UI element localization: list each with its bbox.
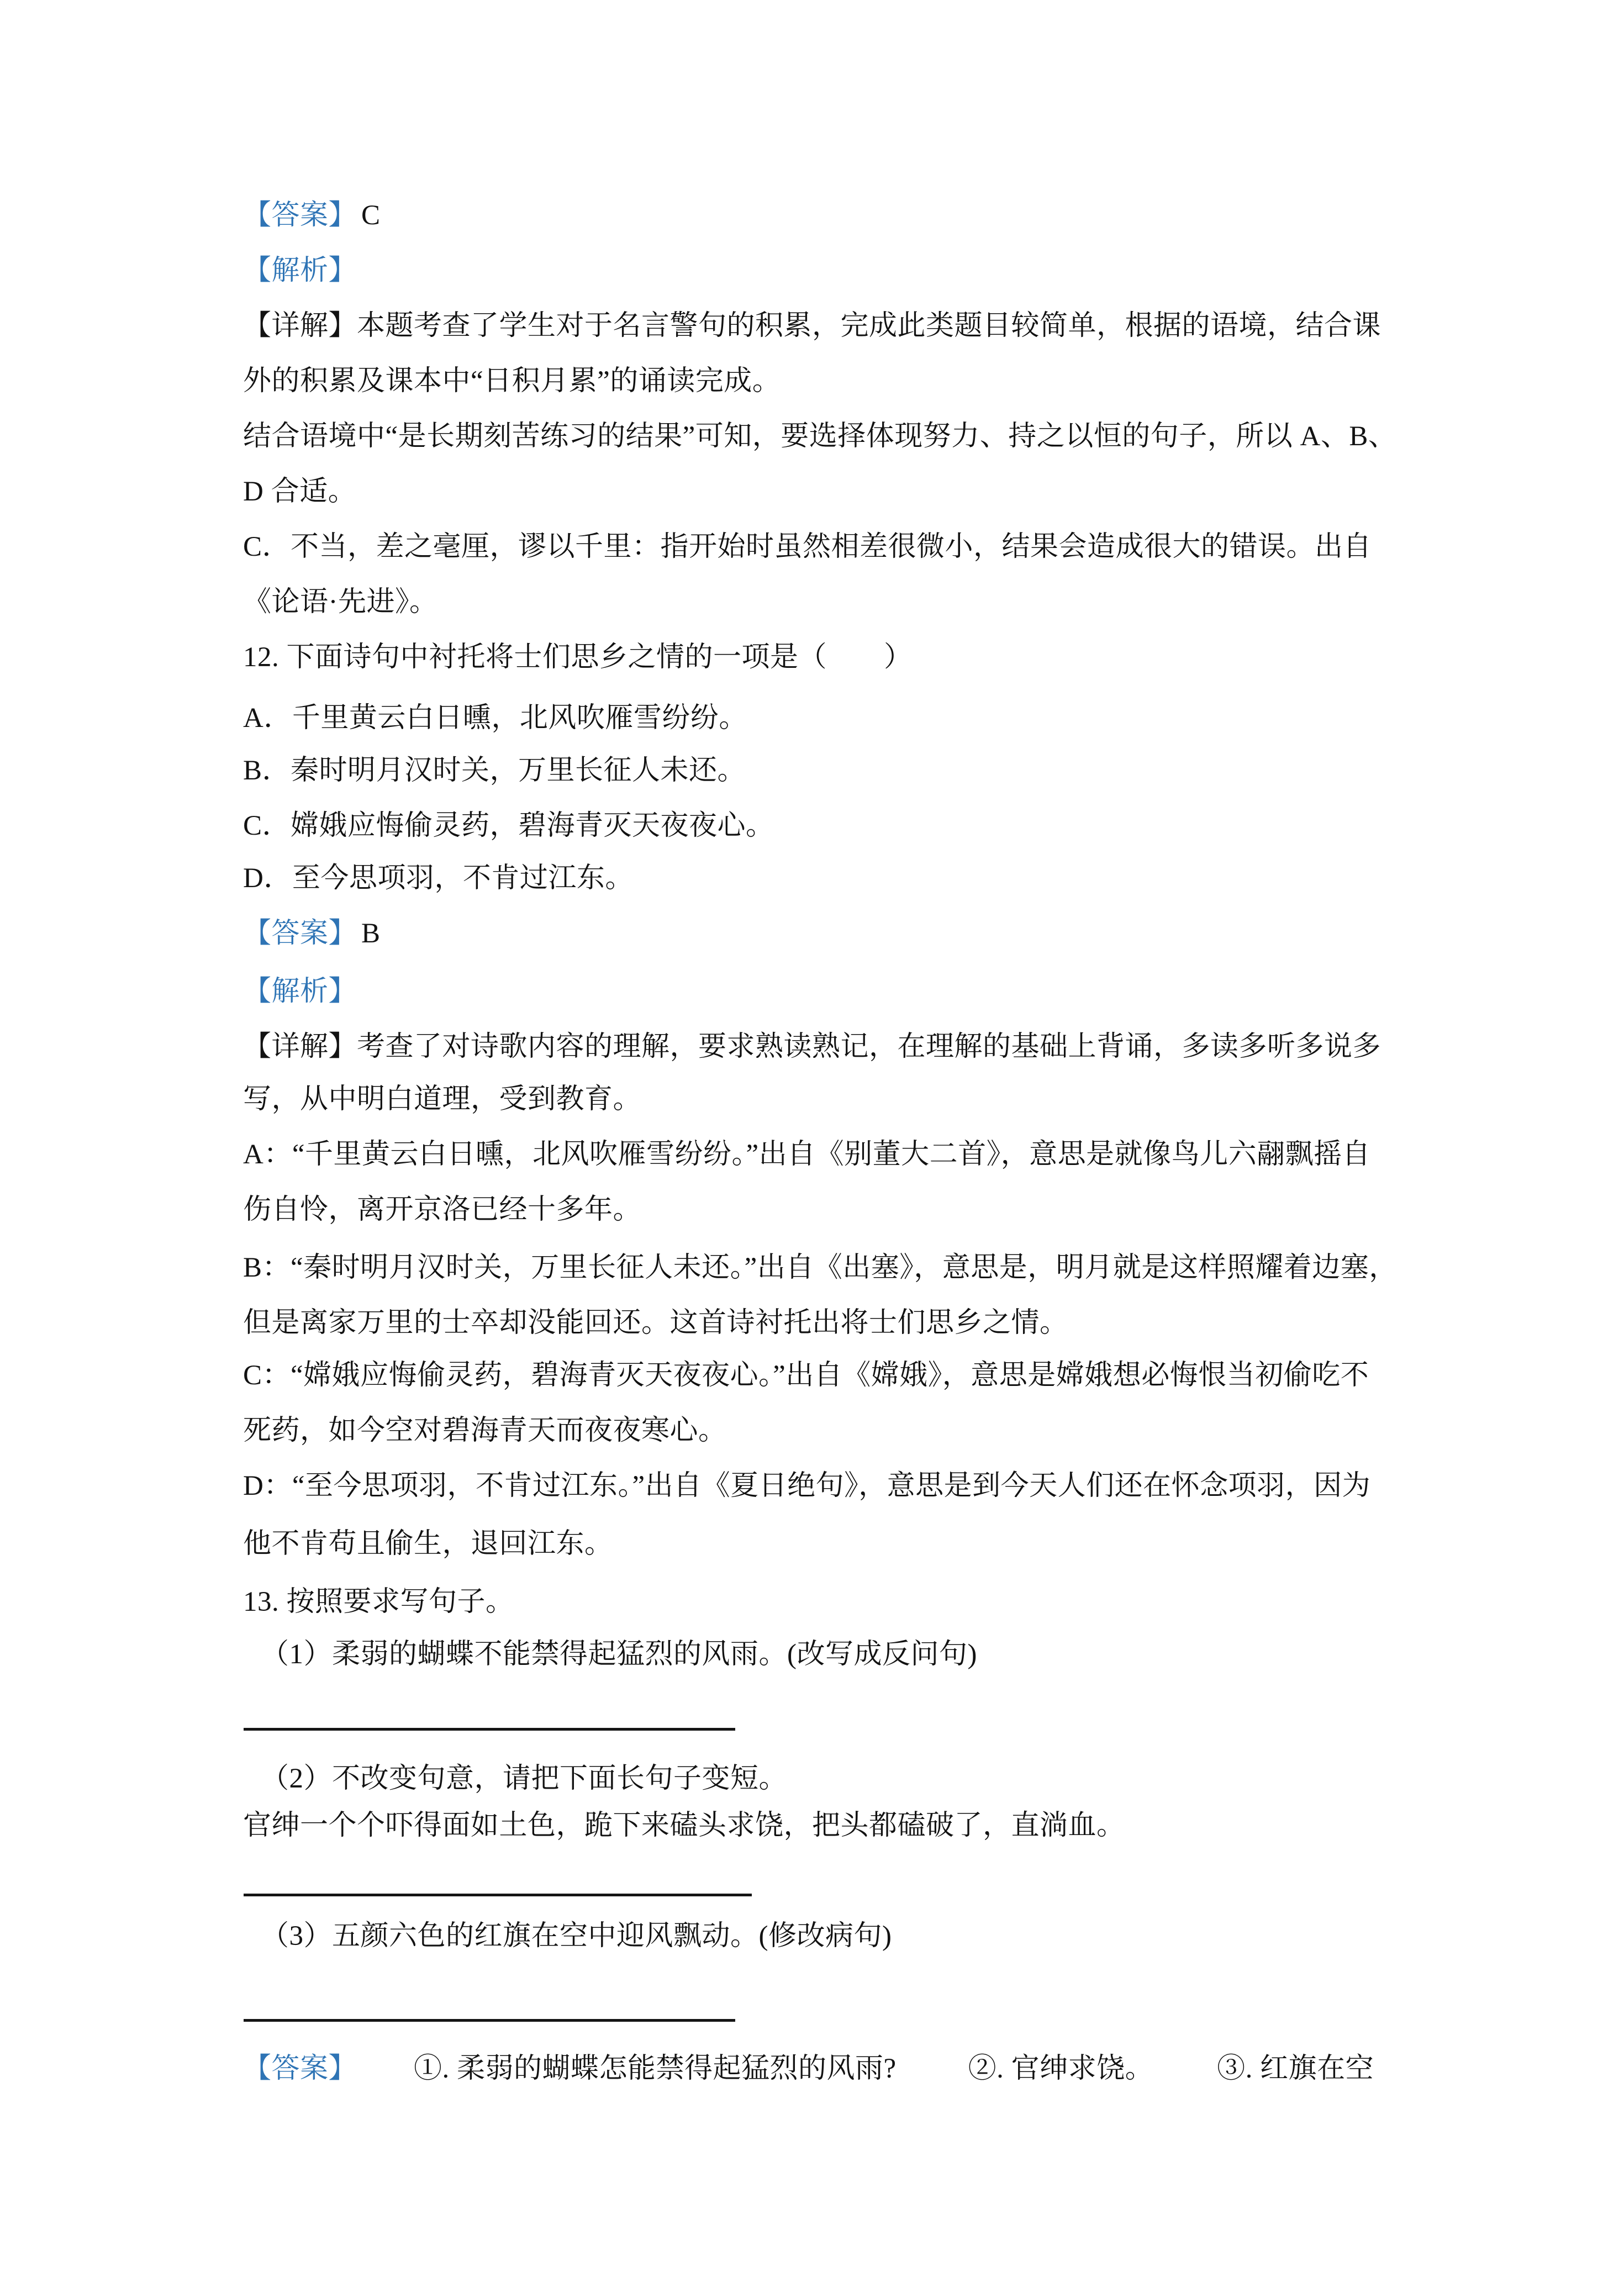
q13-sub1-prompt: （1）柔弱的蝴蝶不能禁得起猛烈的风雨。(改写成反问句) [261, 1639, 977, 1670]
q12-option-c: C．嫦娥应悔偷灵药，碧海青灭天夜夜心。 [243, 810, 774, 841]
q12-option-b: B．秦时明月汉时关，万里长征人未还。 [243, 755, 746, 786]
q11-analysis-badge: 【解析】 [243, 255, 357, 286]
q12-option-a: A．千里黄云白日曛，北风吹雁雪纷纷。 [243, 703, 747, 734]
q13-sub2-prompt: （2）不改变句意，请把下面长句子变短。 [261, 1763, 788, 1794]
q12-explain-d-line-2: 他不肯苟且偷生，退回江东。 [243, 1528, 613, 1559]
q13-answer-blank-2 [244, 1894, 752, 1896]
q11-option-c-note-line-2: 《论语·先进》。 [243, 587, 438, 618]
q13-answer-blank-3 [244, 2019, 735, 2022]
q12-answer-line [243, 906, 381, 961]
q12-analysis-line [243, 964, 361, 1019]
q11-detail-line-1: 【详解】本题考查了学生对于名言警句的积累，完成此类题目较简单，根据的语境，结合课 [243, 310, 1382, 341]
q11-answer-line [243, 188, 381, 243]
q12-explain-a-line-2: 伤自怜，离开京洛已经十多年。 [243, 1194, 642, 1225]
q12-detail-line-2: 写，从中明白道理，受到教育。 [243, 1084, 642, 1115]
q13-answer-line [243, 2041, 1374, 2096]
q12-answer-badge: 【答案】 [243, 918, 357, 949]
q13-answer-segment-1: ①. 柔弱的蝴蝶怎能禁得起猛烈的风雨? [414, 2053, 897, 2084]
q12-explain-c-line-2: 死药，如今空对碧海青天而夜夜寒心。 [243, 1415, 727, 1446]
q13-answer-badge: 【答案】 [243, 2053, 357, 2084]
q13-sub2-sentence: 官绅一个个吓得面如土色，跪下来磕头求饶，把头都磕破了，直淌血。 [243, 1810, 1125, 1841]
q12-explain-b-line-1: B：“秦时明月汉时关，万里长征人未还。”出自《出塞》，意思是，明月就是这样照耀着边塞， [243, 1252, 1398, 1283]
q11-answer-value: C [361, 200, 381, 231]
q12-analysis-badge: 【解析】 [243, 976, 357, 1007]
q11-option-c-note-line-1: C．不当，差之毫厘，谬以千里：指开始时虽然相差很微小，结果会造成很大的错误。出自 [243, 531, 1372, 562]
q12-explain-a-line-1: A：“千里黄云白日曛，北风吹雁雪纷纷。”出自《别董大二首》，意思是就像鸟儿六翮飘摇自 [243, 1139, 1371, 1170]
q12-stem: 12. 下面诗句中衬托将士们思乡之情的一项是（ ） [243, 642, 913, 673]
q12-explain-d-line-1: D：“至今思项羽，不肯过江东。”出自《夏日绝句》，意思是到今天人们还在怀念项羽，因为 [243, 1470, 1371, 1501]
q11-detail-line-2: 外的积累及课本中“日积月累”的诵读完成。 [243, 366, 781, 397]
q13-answer-segment-2: ②. 官绅求饶。 [968, 2053, 1154, 2084]
q12-explain-b-line-2: 但是离家万里的士卒却没能回还。这首诗衬托出将士们思乡之情。 [243, 1308, 1068, 1338]
q12-explain-c-line-1: C：“嫦娥应悔偷灵药，碧海青灭天夜夜心。”出自《嫦娥》，意思是嫦娥想必悔恨当初偷吃不 [243, 1360, 1369, 1391]
q13-answer-segment-3: ③. 红旗在空 [1217, 2053, 1374, 2084]
q13-answer-blank-1 [244, 1728, 735, 1731]
q13-sub3-prompt: （3）五颜六色的红旗在空中迎风飘动。(修改病句) [261, 1921, 892, 1952]
q11-analysis-line [243, 243, 361, 298]
q12-answer-value: B [361, 918, 381, 949]
q13-stem: 13. 按照要求写句子。 [243, 1586, 514, 1617]
q11-answer-badge: 【答案】 [243, 200, 357, 231]
q11-context-line-2: D 合适。 [243, 476, 357, 507]
q12-option-d: D．至今思项羽，不肯过江东。 [243, 863, 634, 894]
q11-context-line-1: 结合语境中“是长期刻苦练习的结果”可知，要选择体现努力、持之以恒的句子，所以 A、B、 [243, 421, 1397, 452]
q12-detail-line-1: 【详解】考查了对诗歌内容的理解，要求熟读熟记，在理解的基础上背诵，多读多听多说多 [243, 1031, 1382, 1062]
